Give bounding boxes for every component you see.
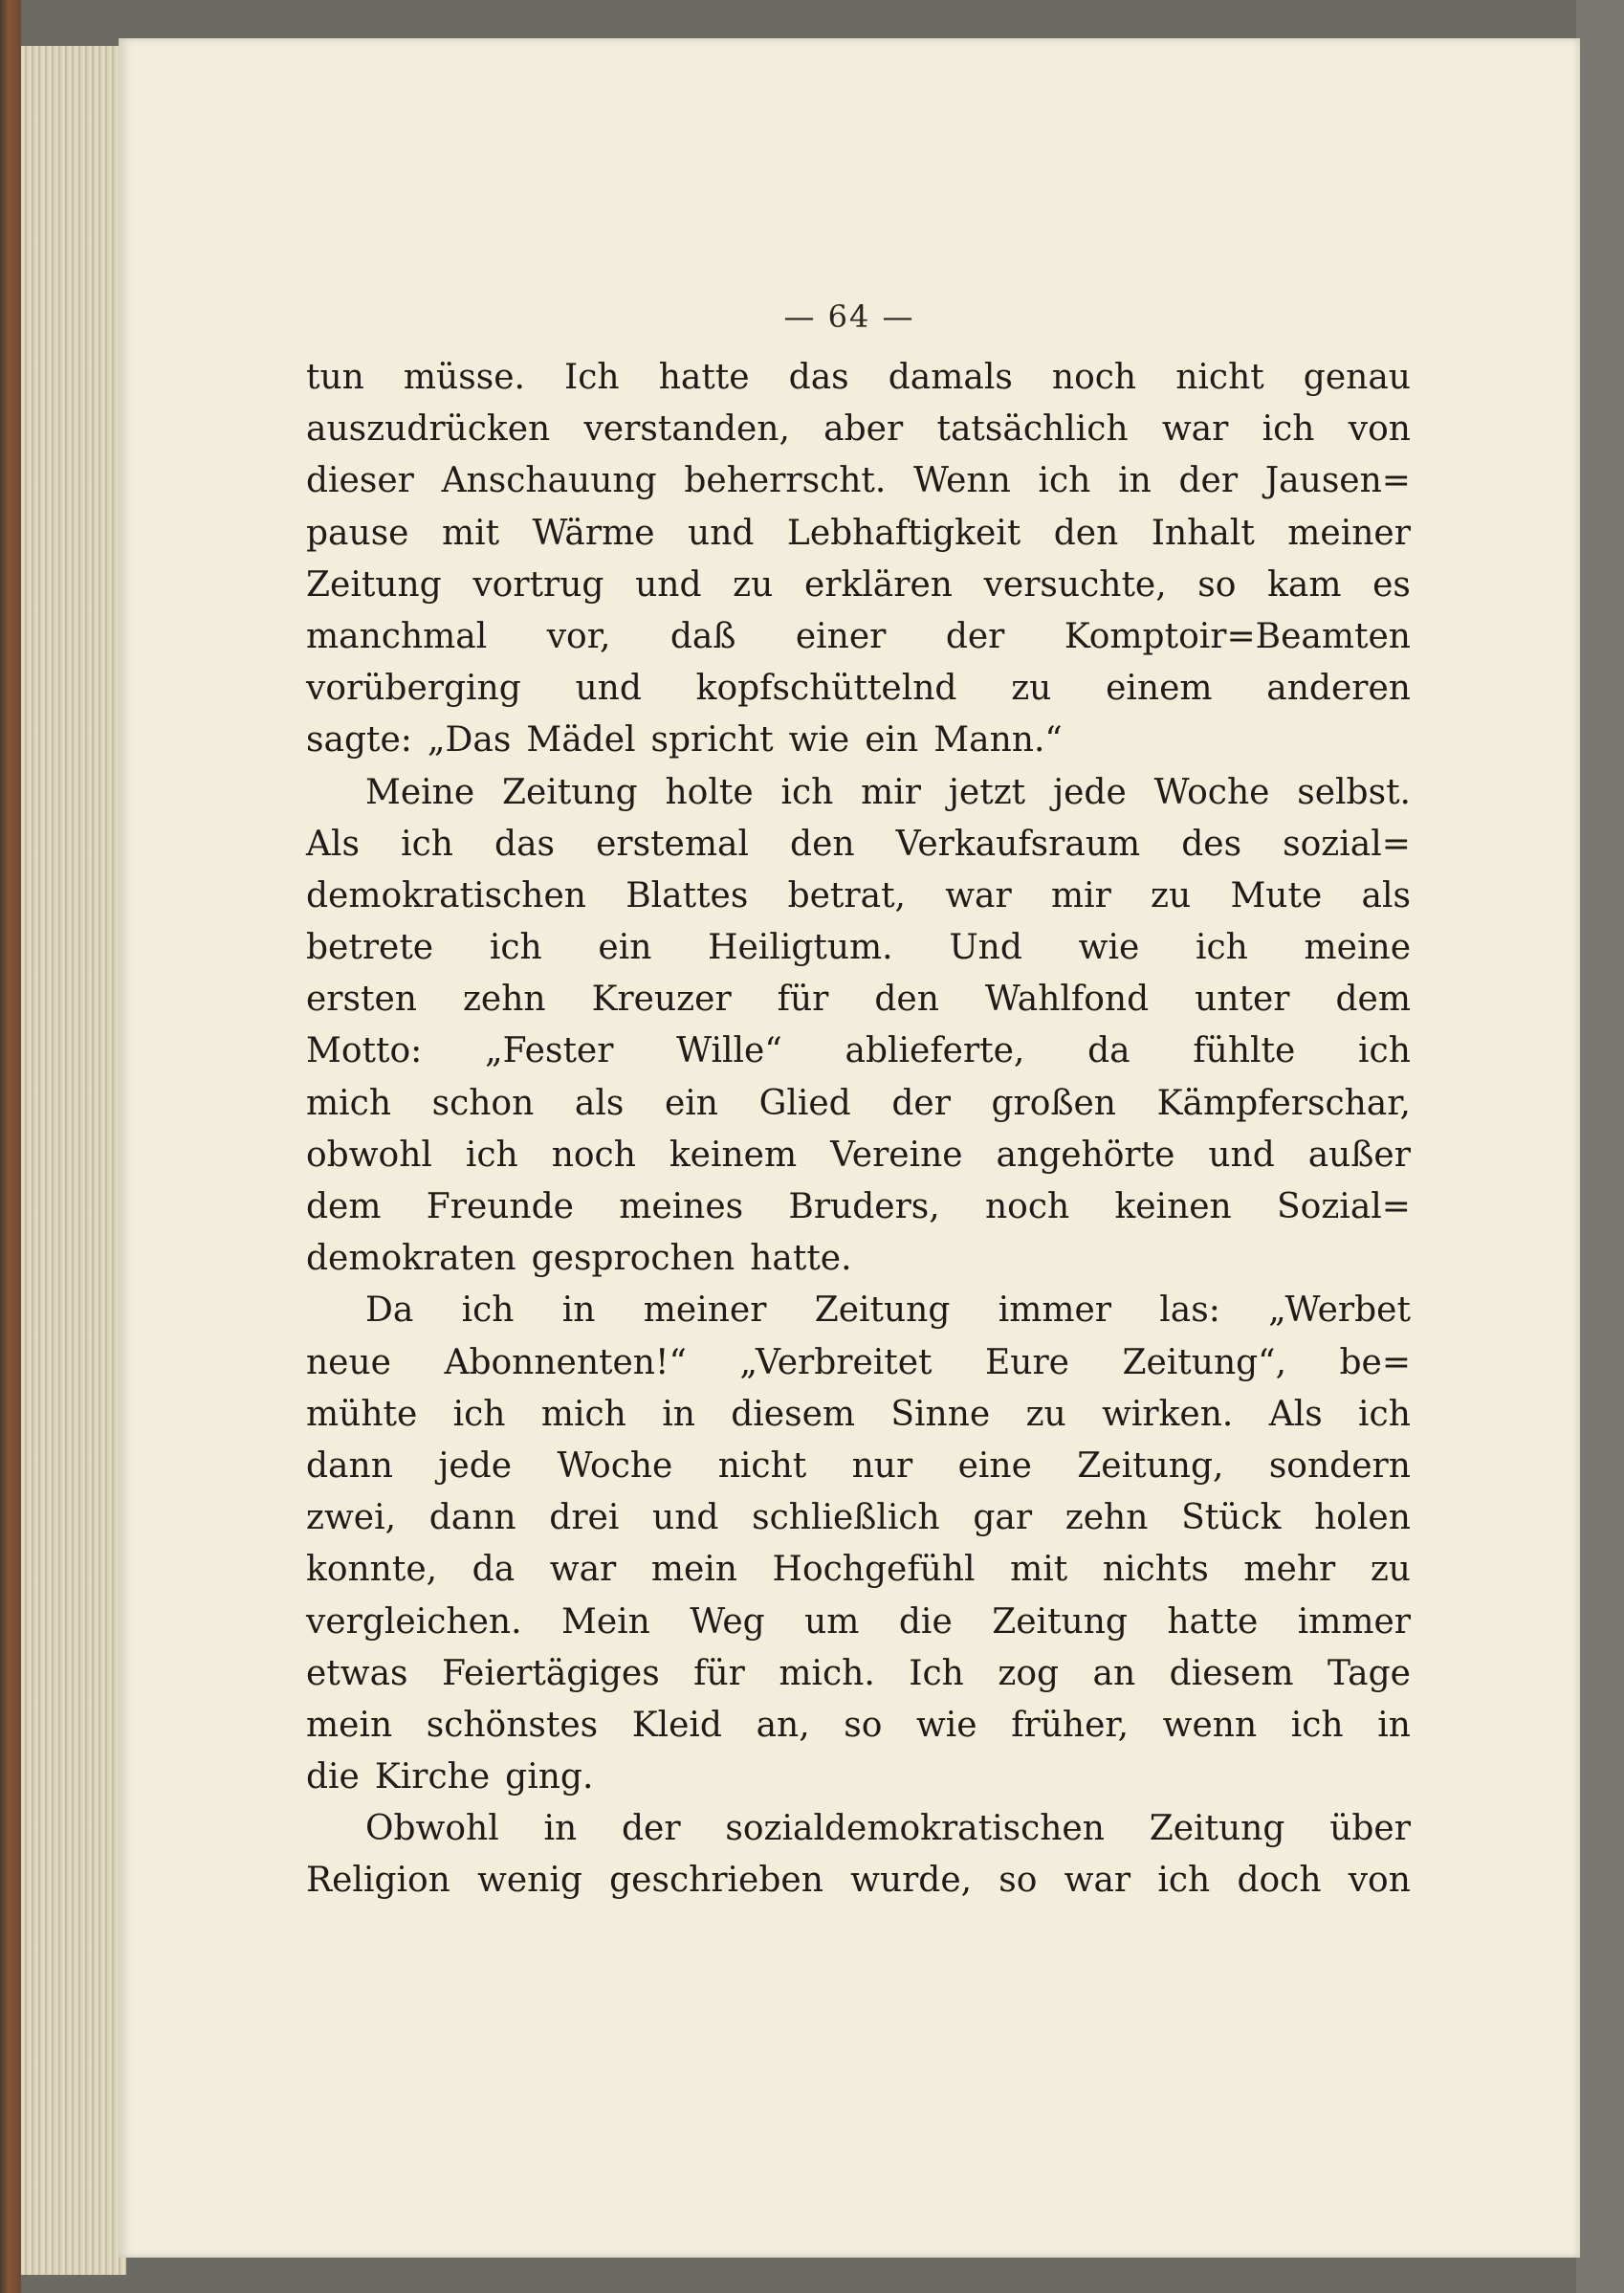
word: erklären <box>803 564 953 605</box>
word: meiner <box>643 1290 767 1331</box>
text-line <box>306 1130 1411 1181</box>
word: wurde, <box>850 1861 973 1901</box>
word: daß <box>669 616 736 656</box>
word: „Das <box>427 720 512 761</box>
word: noch <box>551 1135 636 1175</box>
word: und <box>1208 1135 1275 1175</box>
word: mich <box>540 1394 626 1434</box>
word: obwohl <box>306 1135 432 1175</box>
word: versuchte, <box>983 564 1167 605</box>
word: mir <box>1050 875 1111 915</box>
word: Wahlfond <box>984 980 1150 1020</box>
word: des <box>1181 824 1242 864</box>
word: dieser <box>306 461 414 501</box>
text-line <box>306 1752 1411 1803</box>
word: dann <box>428 1498 516 1538</box>
word: Obwohl <box>365 1809 499 1849</box>
word: manchmal <box>306 616 488 656</box>
word: etwas <box>306 1653 408 1693</box>
word: hatte <box>1167 1601 1259 1642</box>
word: Motto: <box>306 1031 423 1071</box>
word: die <box>306 1757 360 1797</box>
word: angehörte <box>996 1135 1175 1175</box>
word: ging. <box>505 1757 594 1797</box>
word: als <box>1361 875 1411 915</box>
text-line <box>306 715 1411 766</box>
word: Sozial= <box>1277 1187 1411 1226</box>
word: Kirche <box>374 1757 491 1797</box>
word: immer <box>1297 1601 1411 1642</box>
word: zu <box>1025 1394 1066 1434</box>
text-line <box>306 1285 1411 1336</box>
word: zu <box>1011 669 1052 709</box>
word: einem <box>1106 669 1213 709</box>
word: schon <box>431 1083 535 1123</box>
word: vergleichen. <box>306 1601 522 1642</box>
text-line <box>306 1803 1411 1855</box>
word: konnte, <box>306 1550 438 1590</box>
text-line <box>306 1337 1411 1389</box>
word: in <box>543 1809 578 1849</box>
word: der <box>622 1809 681 1849</box>
word: Wärme <box>532 513 655 553</box>
word: aber <box>823 409 904 450</box>
word: meines <box>619 1187 744 1226</box>
word: dem <box>1335 980 1411 1020</box>
word: Tage <box>1327 1653 1411 1693</box>
word: den <box>790 824 855 864</box>
word: und <box>575 669 642 709</box>
word: kopfschüttelnd <box>695 669 957 709</box>
word: mein <box>306 1705 393 1745</box>
word: holte <box>665 772 754 812</box>
word: einer <box>795 616 887 656</box>
word: Ich <box>909 1653 964 1693</box>
word: war <box>1161 409 1229 450</box>
word: Eure <box>985 1342 1069 1382</box>
word: kam <box>1267 564 1342 605</box>
word: zog <box>998 1653 1060 1693</box>
word: Komptoir=Beamten <box>1064 616 1411 656</box>
text-line <box>306 1181 1411 1233</box>
word: jede <box>438 1445 513 1486</box>
word: keinen <box>1114 1187 1232 1226</box>
word: mich <box>306 1083 391 1123</box>
word: „Werbet <box>1268 1290 1411 1331</box>
text-line <box>306 404 1411 455</box>
word: ich <box>1358 1394 1411 1434</box>
word: mich. <box>779 1653 875 1693</box>
word: ich <box>780 772 834 812</box>
word: Kreuzer <box>591 980 732 1020</box>
word: wie <box>788 720 850 761</box>
word: da <box>1087 1031 1130 1071</box>
text-line <box>306 352 1411 404</box>
word: noch <box>984 1187 1070 1226</box>
word: von <box>1348 1861 1411 1901</box>
word: das <box>788 358 849 397</box>
text-line <box>306 1441 1411 1492</box>
word: außer <box>1307 1135 1411 1175</box>
word: den <box>1053 513 1119 553</box>
word: hatte <box>658 358 750 397</box>
word: wie <box>915 1705 977 1745</box>
word: beherrscht. <box>684 461 887 501</box>
word: Inhalt <box>1151 513 1255 553</box>
word: so <box>999 1861 1038 1901</box>
word: ich <box>1290 1705 1344 1745</box>
word: Stück <box>1181 1498 1282 1538</box>
word: müsse. <box>403 358 525 397</box>
word: Mädel <box>526 720 636 761</box>
word: für <box>693 1653 745 1693</box>
word: Zeitung <box>814 1290 951 1331</box>
word: Kleid <box>631 1705 722 1745</box>
page-stack-edge <box>21 46 126 2275</box>
word: wie <box>1078 928 1140 968</box>
body-text <box>306 352 1411 1907</box>
word: wenn <box>1162 1705 1258 1745</box>
word: Blattes <box>625 875 749 915</box>
word: sozialdemokratischen <box>725 1809 1105 1849</box>
word: zwei, <box>306 1498 397 1538</box>
word: diesem <box>1169 1653 1294 1693</box>
word: vorüberging <box>306 669 521 709</box>
word: meiner <box>1287 513 1411 553</box>
word: schließlich <box>752 1498 940 1538</box>
word: doch <box>1237 1861 1322 1901</box>
word: nicht <box>717 1445 807 1486</box>
word: das <box>494 824 556 864</box>
text-line <box>306 974 1411 1025</box>
word: Als <box>1268 1394 1323 1434</box>
word: schönstes <box>426 1705 599 1745</box>
word: eine <box>957 1445 1032 1486</box>
text-line <box>306 663 1411 715</box>
word: Religion <box>306 1861 450 1901</box>
word: zu <box>733 564 774 605</box>
word: fühlte <box>1193 1031 1296 1071</box>
word: anderen <box>1266 669 1411 709</box>
word: für <box>777 980 829 1020</box>
word: be= <box>1339 1342 1411 1382</box>
word: neue <box>306 1342 391 1382</box>
word: so <box>1197 564 1237 605</box>
word: wirken. <box>1102 1394 1234 1434</box>
word: Heiligtum. <box>708 928 893 968</box>
word: ich <box>401 824 453 864</box>
word: spricht <box>650 720 774 761</box>
word: zehn <box>1064 1498 1149 1538</box>
text-line <box>306 871 1411 922</box>
word: tatsächlich <box>936 409 1129 450</box>
word: über <box>1329 1809 1411 1849</box>
page-number: — 64 — <box>783 298 915 335</box>
word: und <box>652 1498 719 1538</box>
word: da <box>472 1550 516 1590</box>
word: und <box>635 564 702 605</box>
word: nicht <box>1175 358 1264 397</box>
word: mit <box>1010 1550 1068 1590</box>
word: Meine <box>365 772 475 812</box>
word: so <box>844 1705 883 1745</box>
word: „Fester <box>485 1031 614 1071</box>
word: mehr <box>1243 1550 1336 1590</box>
word: ein <box>865 720 919 761</box>
word: in <box>1377 1705 1411 1745</box>
word: Zeitung <box>1149 1809 1285 1849</box>
text-line <box>306 1544 1411 1596</box>
word: vor, <box>546 616 611 656</box>
text-line <box>306 611 1411 663</box>
word: selbst. <box>1297 772 1411 812</box>
word: betrat, <box>787 875 906 915</box>
word: diesem <box>731 1394 856 1434</box>
word: Sinne <box>890 1394 991 1434</box>
text-line <box>306 560 1411 611</box>
word: zu <box>1151 875 1192 915</box>
word: Zeitung <box>501 772 638 812</box>
word: ersten <box>306 980 417 1020</box>
word: Ich <box>564 358 620 397</box>
word: Kämpferschar, <box>1156 1083 1411 1123</box>
word: war <box>1064 1861 1131 1901</box>
word: holen <box>1314 1498 1411 1538</box>
word: Da <box>365 1290 414 1331</box>
word: Vereine <box>830 1135 963 1175</box>
word: in <box>1118 461 1152 501</box>
word: ich <box>461 1290 515 1331</box>
word: Woche <box>557 1445 673 1486</box>
word: ich <box>1358 1031 1411 1071</box>
word: Feiertägiges <box>442 1653 660 1693</box>
word: geschrieben <box>609 1861 823 1901</box>
word: dem <box>306 1187 382 1226</box>
word: und <box>688 513 755 553</box>
word: verstanden, <box>583 409 790 450</box>
word: las: <box>1159 1290 1220 1331</box>
word: Lebhaftigkeit <box>786 513 1021 553</box>
word: an <box>1092 1653 1136 1693</box>
text-line <box>306 1389 1411 1441</box>
word: nichts <box>1102 1550 1209 1590</box>
word: als <box>574 1083 625 1123</box>
word: gesprochen <box>531 1239 735 1279</box>
word: Zeitung“, <box>1122 1342 1287 1382</box>
word: Zeitung <box>306 564 442 605</box>
word: der <box>945 616 1005 656</box>
word: in <box>662 1394 695 1434</box>
word: der <box>891 1083 951 1123</box>
word: vortrug <box>472 564 604 605</box>
word: Glied <box>758 1083 851 1123</box>
word: auszudrücken <box>306 409 551 450</box>
word: Als <box>306 824 360 864</box>
word: ich <box>1195 928 1248 968</box>
word: Woche <box>1153 772 1270 812</box>
word: Bruders, <box>788 1187 940 1226</box>
word: zu <box>1370 1550 1411 1590</box>
word: zehn <box>462 980 546 1020</box>
word: ich <box>1038 461 1091 501</box>
word: es <box>1372 564 1411 605</box>
word: um <box>804 1601 860 1642</box>
word: demokraten <box>306 1239 516 1279</box>
word: früher, <box>1011 1705 1130 1745</box>
word: tun <box>306 358 364 397</box>
word: in <box>561 1290 596 1331</box>
text-line <box>306 819 1411 871</box>
word: damals <box>888 358 1013 397</box>
text-line <box>306 508 1411 560</box>
word: an, <box>756 1705 810 1745</box>
text-line <box>306 1078 1411 1130</box>
text-line <box>306 922 1411 974</box>
word: erstemal <box>596 824 749 864</box>
word: ein <box>598 928 652 968</box>
word: war <box>549 1550 617 1590</box>
word: Abonnenten!“ <box>444 1342 687 1382</box>
text-line <box>306 767 1411 819</box>
word: ich <box>489 928 542 968</box>
word: war <box>945 875 1012 915</box>
word: meine <box>1304 928 1411 968</box>
word: Hochgefühl <box>772 1550 976 1590</box>
word: jetzt <box>948 772 1026 812</box>
word: immer <box>998 1290 1111 1331</box>
word: mein <box>650 1550 737 1590</box>
word: genau <box>1303 358 1411 397</box>
word: jede <box>1052 772 1127 812</box>
word: Weg <box>690 1601 765 1642</box>
word: ich <box>1157 1861 1211 1901</box>
word: den <box>874 980 939 1020</box>
book-cover-edge <box>1576 0 1624 2293</box>
word: ein <box>664 1083 718 1123</box>
word: nur <box>851 1445 913 1486</box>
word: Anschauung <box>441 461 657 501</box>
word: Zeitung <box>992 1601 1128 1642</box>
word: ich <box>1262 409 1315 450</box>
word: Mein <box>560 1601 650 1642</box>
text-line <box>306 1025 1411 1077</box>
word: großen <box>991 1083 1116 1123</box>
word: hatte. <box>750 1239 852 1279</box>
word: drei <box>549 1498 620 1538</box>
word: sagte: <box>306 720 412 761</box>
word: mir <box>861 772 921 812</box>
word: von <box>1348 409 1411 450</box>
text-line <box>306 1700 1411 1752</box>
word: Wille“ <box>676 1031 782 1071</box>
word: ich <box>452 1394 506 1434</box>
word: Verkaufsraum <box>895 824 1141 864</box>
word: „Verbreitet <box>739 1342 933 1382</box>
text-line <box>306 1492 1411 1544</box>
word: gar <box>973 1498 1033 1538</box>
book-spine-edge <box>0 0 21 2293</box>
text-line <box>306 455 1411 507</box>
text-line <box>306 1648 1411 1700</box>
word: ablieferte, <box>845 1031 1025 1071</box>
word: demokratischen <box>306 875 586 915</box>
text-line <box>306 1597 1411 1648</box>
word: dann <box>306 1445 393 1486</box>
word: keinem <box>669 1135 798 1175</box>
word: Mute <box>1230 875 1323 915</box>
text-line <box>306 1233 1411 1285</box>
word: sozial= <box>1283 824 1411 864</box>
word: mit <box>441 513 500 553</box>
word: ich <box>465 1135 518 1175</box>
word: betrete <box>306 928 434 968</box>
word: der <box>1178 461 1239 501</box>
word: noch <box>1051 358 1137 397</box>
word: mühte <box>306 1394 418 1434</box>
word: unter <box>1195 980 1290 1020</box>
word: wenig <box>477 1861 582 1901</box>
word: Wenn <box>913 461 1011 501</box>
word: sondern <box>1268 1445 1411 1486</box>
word: Freunde <box>426 1187 574 1226</box>
word: die <box>898 1601 953 1642</box>
text-line <box>306 1855 1411 1907</box>
word: Jausen= <box>1264 461 1411 501</box>
word: Zeitung, <box>1077 1445 1224 1486</box>
word: Mann.“ <box>933 720 1063 761</box>
word: Und <box>949 928 1022 968</box>
word: pause <box>306 513 409 553</box>
